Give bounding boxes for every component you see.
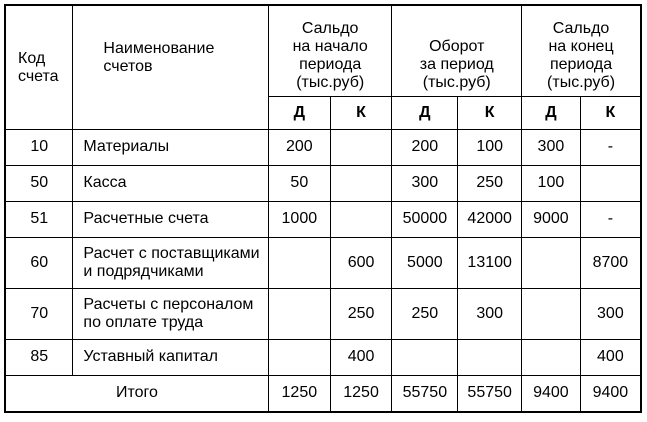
- balance-table: [4, 4, 642, 413]
- opening-debit: 1000: [268, 201, 330, 237]
- opening-debit: 200: [268, 129, 330, 165]
- account-name: Уставный капитал: [73, 339, 269, 375]
- closing-credit: -: [580, 129, 641, 165]
- turnover-credit: 250: [458, 165, 522, 201]
- account-name: Касса: [73, 165, 269, 201]
- account-code: 10: [5, 129, 73, 165]
- closing-credit: 8700: [580, 237, 641, 288]
- turnover-debit: 300: [392, 165, 458, 201]
- table-row: [5, 129, 641, 165]
- turnover-credit: 42000: [458, 201, 522, 237]
- opening-debit: [268, 237, 330, 288]
- turnover-credit: 300: [458, 288, 522, 339]
- total-turnover-credit: 55750: [458, 375, 522, 412]
- account-code: 51: [5, 201, 73, 237]
- table-row: [5, 339, 641, 375]
- total-turnover-debit: 55750: [392, 375, 458, 412]
- table-row: [5, 165, 641, 201]
- opening-credit: [330, 129, 392, 165]
- closing-debit: 100: [522, 165, 581, 201]
- closing-debit: [522, 237, 581, 288]
- account-code: 50: [5, 165, 73, 201]
- closing-credit: 400: [580, 339, 641, 375]
- header-opening-balance: Сальдо на начало периода (тыс.руб): [268, 5, 391, 96]
- closing-debit: 300: [522, 129, 581, 165]
- header-opening-credit: К: [330, 96, 392, 129]
- opening-debit: 50: [268, 165, 330, 201]
- total-row: [5, 375, 641, 412]
- opening-debit: [268, 339, 330, 375]
- total-opening-credit: 1250: [330, 375, 392, 412]
- total-opening-debit: 1250: [268, 375, 330, 412]
- closing-debit: [522, 339, 581, 375]
- opening-credit: [330, 201, 392, 237]
- closing-credit: [580, 165, 641, 201]
- header-closing-balance: Сальдо на конец периода (тыс.руб): [522, 5, 641, 96]
- closing-debit: [522, 288, 581, 339]
- turnover-debit: 5000: [392, 237, 458, 288]
- turnover-credit: 100: [458, 129, 522, 165]
- closing-credit: 300: [580, 288, 641, 339]
- opening-credit: [330, 165, 392, 201]
- account-name: Расчетные счета: [73, 201, 269, 237]
- account-name: Расчет с поставщиками и подрядчиками: [73, 237, 269, 288]
- header-name: Наименование счетов: [73, 5, 269, 129]
- turnover-debit: 50000: [392, 201, 458, 237]
- header-closing-debit: Д: [522, 96, 581, 129]
- account-code: 70: [5, 288, 73, 339]
- table-row: [5, 237, 641, 288]
- header-turnover-credit: К: [458, 96, 522, 129]
- turnover-debit: [392, 339, 458, 375]
- total-closing-debit: 9400: [522, 375, 581, 412]
- account-code: 85: [5, 339, 73, 375]
- turnover-credit: 13100: [458, 237, 522, 288]
- turnover-debit: 200: [392, 129, 458, 165]
- table-row: [5, 288, 641, 339]
- header-turnover-debit: Д: [392, 96, 458, 129]
- opening-credit: 400: [330, 339, 392, 375]
- header-code: Код счета: [5, 5, 73, 129]
- closing-debit: 9000: [522, 201, 581, 237]
- opening-credit: 600: [330, 237, 392, 288]
- header-turnover: Оборот за период (тыс.руб): [392, 5, 522, 96]
- opening-debit: [268, 288, 330, 339]
- account-code: 60: [5, 237, 73, 288]
- turnover-debit: 250: [392, 288, 458, 339]
- header-closing-credit: К: [580, 96, 641, 129]
- table-row: [5, 201, 641, 237]
- turnover-credit: [458, 339, 522, 375]
- total-label: Итого: [5, 375, 268, 412]
- header-opening-debit: Д: [268, 96, 330, 129]
- opening-credit: 250: [330, 288, 392, 339]
- account-name: Материалы: [73, 129, 269, 165]
- closing-credit: -: [580, 201, 641, 237]
- account-name: Расчеты с персоналом по оплате труда: [73, 288, 269, 339]
- total-closing-credit: 9400: [580, 375, 641, 412]
